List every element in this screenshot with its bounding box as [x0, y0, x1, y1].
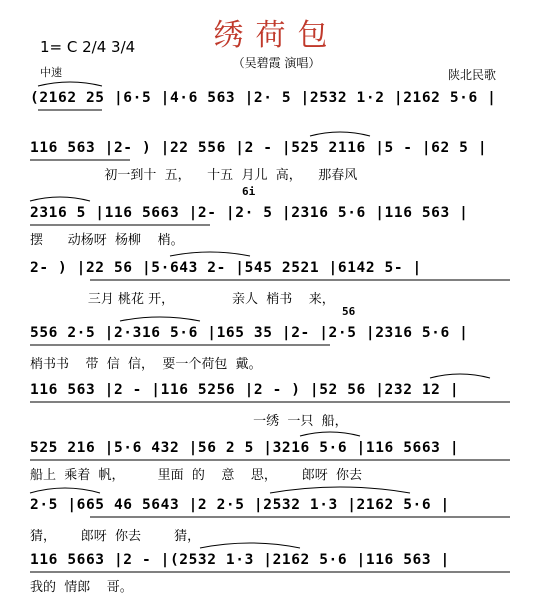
grace-note: 56 [342, 305, 356, 318]
lyric-line: 一绣 一只 船， [30, 414, 348, 429]
notation-line: (2162 25 |6·5 |4·6 563 |2· 5 |2532 1·2 |2162 5·6 | [30, 90, 497, 106]
notation-line: 2·5 |665 46 5643 |2 2·5 |2532 1·3 |2162 5·6 | [30, 497, 450, 513]
lyric-line: 猜， 郎呀 你去 猜， [30, 529, 201, 544]
notation-line: 2316 5 |116 5663 |2- |2· 5 |2316 5·6 |116 563 | [30, 205, 469, 221]
lyric-line: 梢书书 带 信 信， 要一个荷包 戴。 [30, 357, 262, 372]
song-title: 绣荷包 [213, 18, 340, 53]
notation-line: 2- ) |22 56 |5·643 2- |545 2521 |6142 5- | [30, 260, 422, 276]
key-signature: 1= C 2/4 3/4 [40, 38, 136, 56]
lyric-line: 初一到十 五， 十五 月儿 高， 那春风 [30, 168, 358, 183]
lyric-line: 船上 乘着 帆， 里面 的 意 思， 郎呀 你去 [30, 468, 362, 483]
notation-line: 116 563 |2 - |116 5256 |2 - ) |52 56 |232 12 | [30, 382, 460, 398]
song-subtitle: （吴碧霞 演唱） [232, 56, 321, 70]
notation-line: 116 5663 |2 - |(2532 1·3 |2162 5·6 |116 563 | [30, 552, 450, 568]
notation-line: 525 216 |5·6 432 |56 2 5 |3216 5·6 |116 5663 | [30, 440, 460, 456]
lyric-line: 摆 动杨呀 杨柳 梢。 [30, 233, 184, 248]
notation-line: 556 2·5 |2·316 5·6 |165 35 |2- |2·5 |2316 5·6 | [30, 325, 469, 341]
notation-line: 116 563 |2- ) |22 556 |2 - |525 2116 |5 - |62 5 | [30, 140, 488, 156]
song-origin: 陕北民歌 [448, 68, 497, 82]
tempo-marking: 中速 [40, 66, 62, 79]
lyric-line: 三月 桃花 开， 亲人 梢书 来， [30, 292, 335, 307]
grace-note: 6i [242, 185, 256, 198]
lyric-line: 我的 情郎 哥。 [30, 580, 133, 595]
